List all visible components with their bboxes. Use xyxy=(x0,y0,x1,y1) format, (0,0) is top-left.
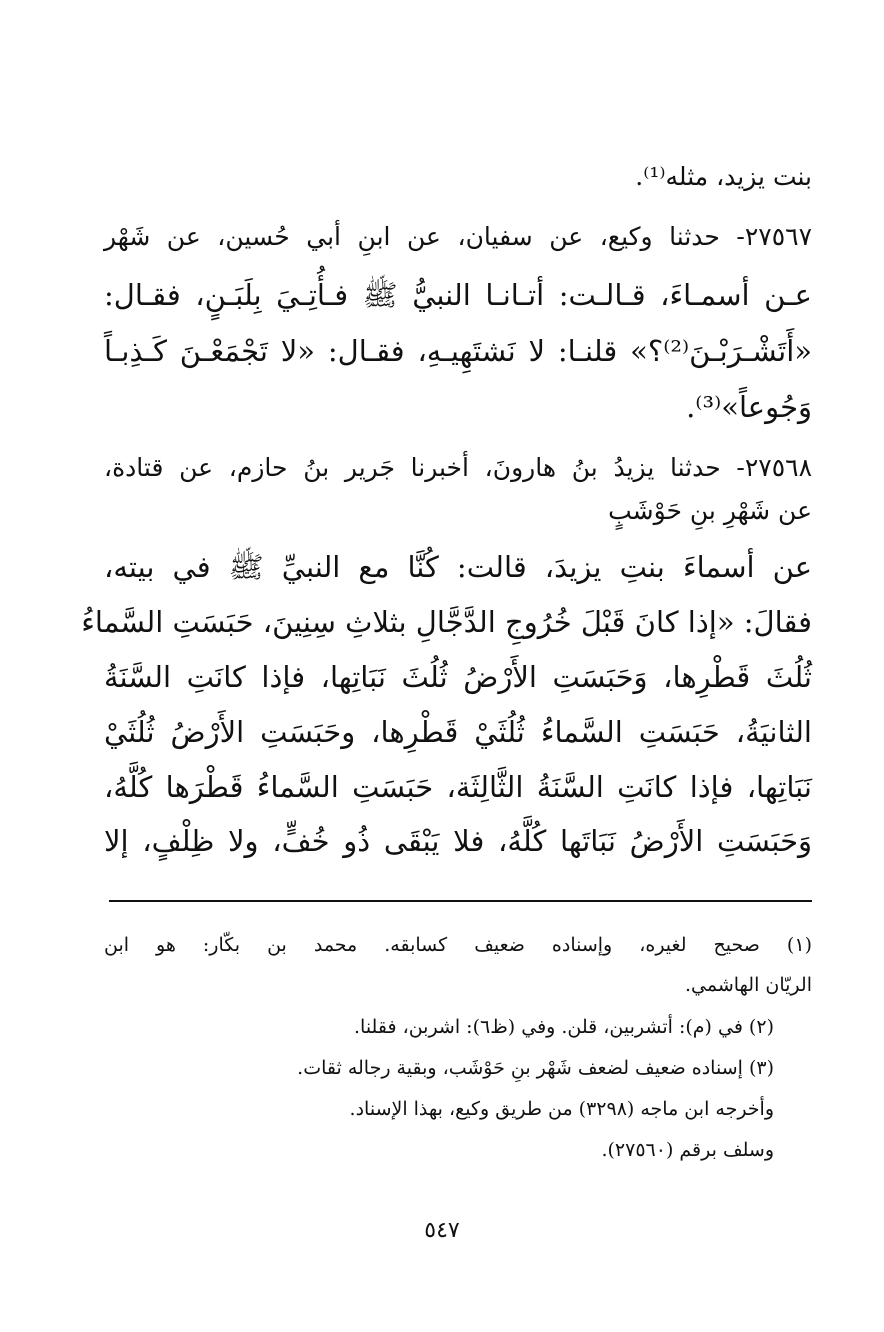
hadith-27568-text-line-4: الثانيَةُ، حَبَسَتِ السَّماءُ ثُلُثَيْ قَطْرِها، وحَبَسَتِ الأَرْضُ ثُلُثَيْ xyxy=(104,715,812,749)
hadith-27568-header: ٢٧٥٦٨- حدثنا يزيدُ بنُ هارونَ، أخبرنا جَرير بنُ حازم، عن قتادة، xyxy=(104,453,812,482)
hadith-27567-text-line-2: «أَتَشْـرَبْـنَ⁽²⁾؟» قلنـا: لا نَشتَهِيـهِ، فقـال: «لا تَجْمَعْـنَ كَـذِبـاً xyxy=(104,334,812,368)
footnote-2: (٢) في (م): أتشربين، قلن. وفي (ظ٦): اشربن، فقلنا. xyxy=(353,1016,774,1038)
hadith-27567-header: ٢٧٥٦٧- حدثنا وكيع، عن سفيان، عن ابنِ أبي حُسين، عن شَهْر xyxy=(104,222,812,251)
hadith-27568-text-line-3: ثُلُثَ قَطْرِها، وَحَبَسَتِ الأَرْضُ ثُلُثَ نَبَاتِها، فإذا كانَتِ السَّنَةُ xyxy=(104,660,812,694)
hadith-27568-text-line-6: وَحَبَسَتِ الأَرْضُ نَبَاتَها كُلَّهُ، فلا يَبْقَى ذُو خُفٍّ، ولا ظِلْفٍ، إلا xyxy=(104,824,812,858)
page-number: ٥٤٧ xyxy=(424,1218,460,1243)
footnote-3-continued: وأخرجه ابن ماجه (٣٢٩٨) من طريق وكيع، بهذا الإسناد. xyxy=(349,1098,774,1120)
hadith-27568-text-line-5: نَبَاتِها، فإذا كانَتِ السَّنَةُ الثَّالِثَة، حَبَسَتِ السَّماءُ قَطْرَها كُلَّهُ، xyxy=(104,770,812,804)
footnote-3-reference: وسلف برقم (٢٧٥٦٠). xyxy=(601,1139,774,1161)
text-line-1: بنت يزيد، مثله⁽¹⁾. xyxy=(635,162,812,191)
hadith-27567-text-line-3: وَجُوعاً»⁽³⁾. xyxy=(686,390,812,424)
hadith-27568-text-line-2: فقالَ: «إذا كانَ قَبْلَ خُرُوجِ الدَّجَّالِ بثلاثِ سِنِينَ، حَبَسَتِ السَّماءُ xyxy=(81,605,812,639)
footnote-1-continued: الريّان الهاشمي. xyxy=(684,974,812,996)
footnote-divider xyxy=(109,900,812,902)
footnote-1: (١) صحيح لغيره، وإسناده ضعيف كسابقه. محمد بن بكّار: هو ابن xyxy=(104,934,812,956)
hadith-27568-header-line-2: عن شَهْرِ بنِ حَوْشَبٍ xyxy=(608,496,812,525)
hadith-27567-text-line-1: عـن أسمـاءَ، قـالـت: أتـانـا النبيُّ ﷺ فـأُتِـيَ بِلَبَـنٍ، فقـال: xyxy=(104,278,812,312)
footnote-3: (٣) إسناده ضعيف لضعف شَهْر بنِ حَوْشَب، وبقية رجاله ثقات. xyxy=(297,1057,774,1079)
hadith-27568-text-line-1: عن أسماءَ بنتِ يزيدَ، قالت: كُنَّا مع النبيِّ ﷺ في بيته، xyxy=(104,550,812,584)
